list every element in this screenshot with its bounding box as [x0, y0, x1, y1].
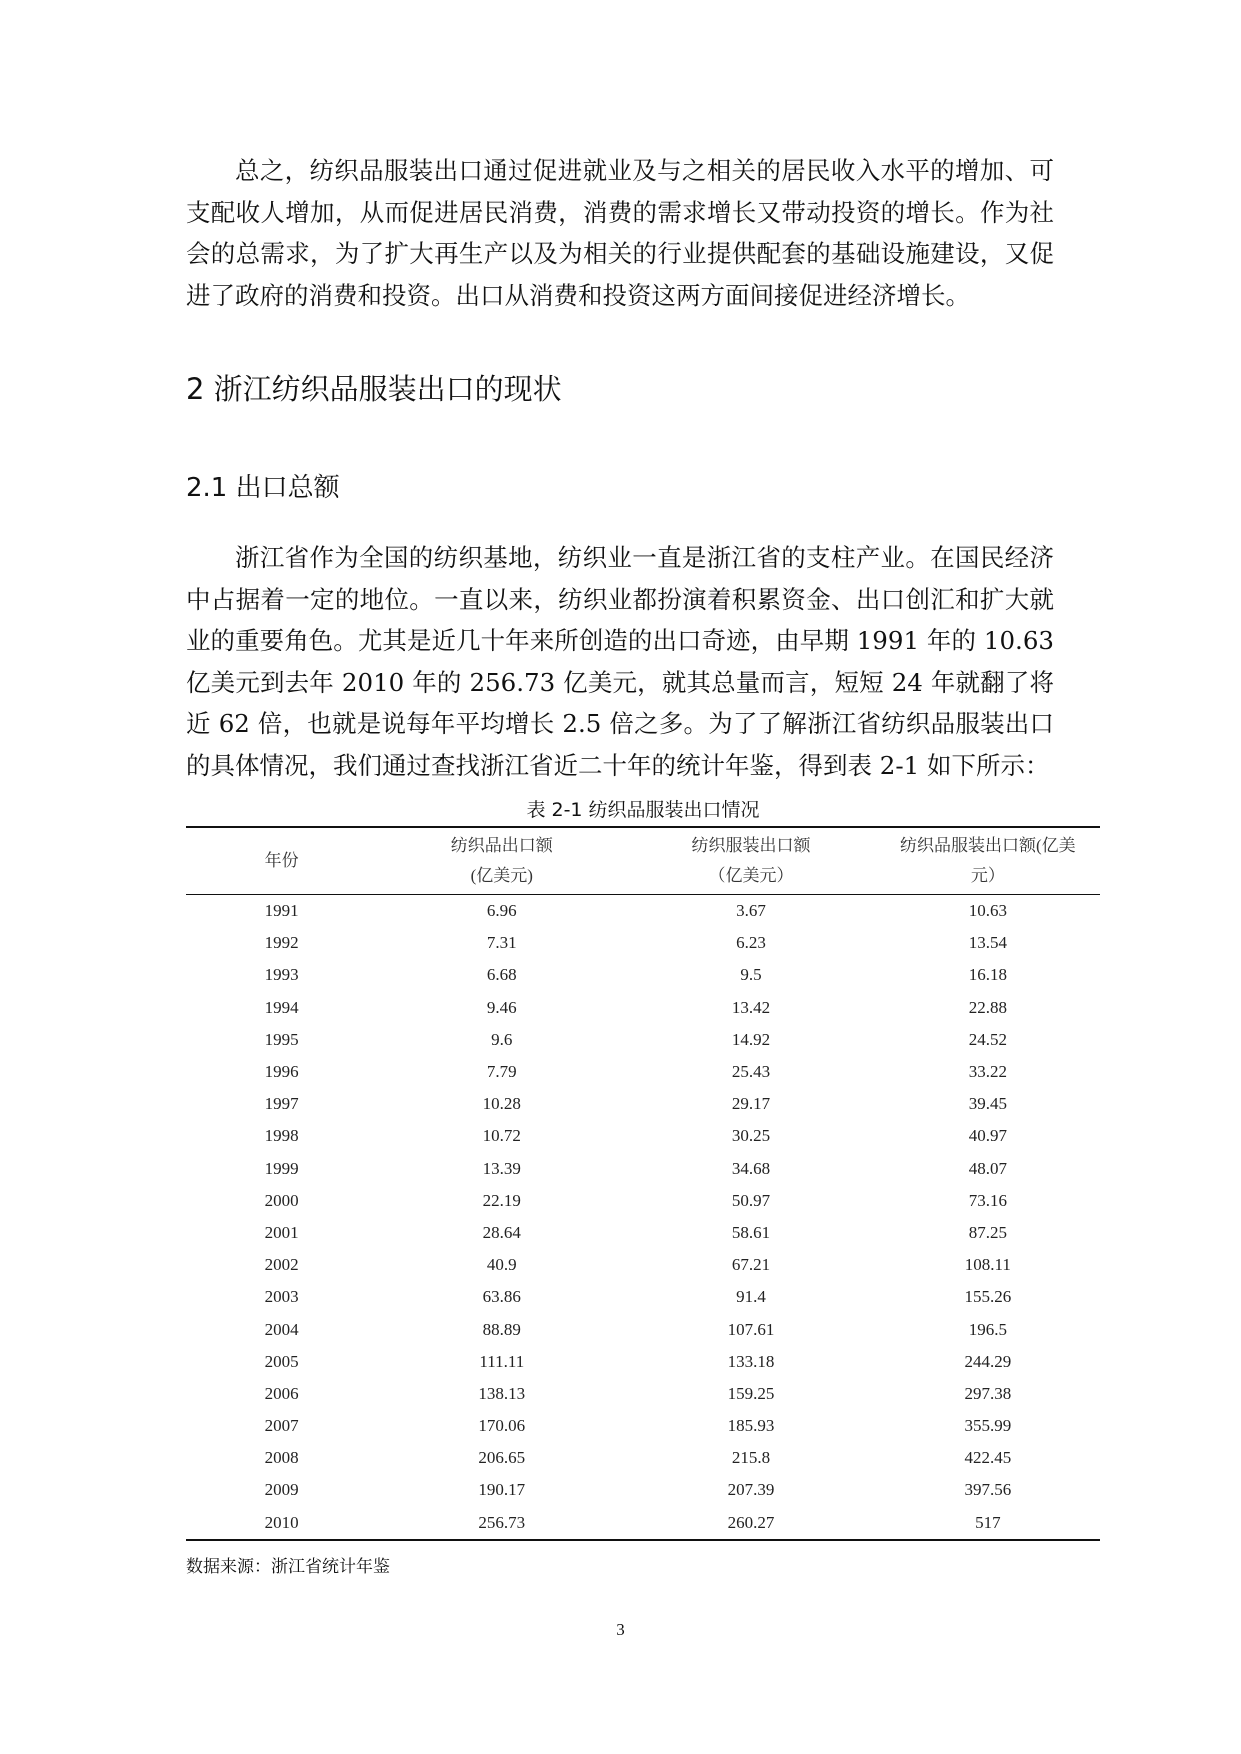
cell-apparel: 58.61	[731, 1222, 771, 1242]
cell-total: 39.45	[968, 1094, 1007, 1114]
header-year	[186, 827, 377, 895]
cell-apparel: 215.8	[731, 1448, 771, 1468]
cell-total: 33.22	[968, 1062, 1007, 1082]
body-paragraph-summary: 总之，纺织品服装出口通过促进就业及与之相关的居民收入水平的增加、可支配收人增加，从而促进居民消费，消费的需求增长又带动投资的增长。作为社会的总需求，为了扩大再生产以及为相关的行业提供配套的基础设施建设，又促进了政府的消费和投资。出口从消费和投资这两方面间接促进经济增长。	[186, 156, 1054, 310]
header-textile	[377, 827, 626, 895]
cell-apparel: 6.23	[736, 933, 766, 953]
cell-total: 108.11	[964, 1255, 1011, 1275]
header-year-label: 年份	[264, 851, 299, 870]
cell-year: 1999	[264, 1158, 299, 1178]
cell-total: 16.18	[968, 965, 1007, 985]
section-heading: 2 浙江纺织品服装出口的现状	[186, 372, 562, 406]
cell-apparel: 50.97	[731, 1190, 771, 1210]
cell-total: 22.88	[968, 997, 1007, 1017]
subsection-heading: 2.1 出口总额	[186, 473, 340, 503]
cell-apparel: 91.4	[736, 1287, 766, 1307]
cell-total: 355.99	[964, 1416, 1012, 1436]
table-row	[186, 1217, 1100, 1249]
table-source-note: 数据来源：浙江省统计年鉴	[186, 1557, 390, 1577]
cell-total: 155.26	[964, 1287, 1012, 1307]
header-total-line1: 纺织品服装出口额(亿美	[899, 836, 1076, 855]
table-row	[186, 927, 1100, 959]
cell-apparel: 9.5	[740, 965, 762, 985]
cell-total: 517	[975, 1512, 1001, 1532]
cell-textile: 7.31	[486, 933, 517, 953]
table-row	[186, 1474, 1100, 1506]
body-paragraph-export-overview: 浙江省作为全国的纺织基地，纺织业一直是浙江省的支柱产业。在国民经济中占据着一定的地位。一直以来，纺织业都扮演着积累资金、出口创汇和扩大就业的重要角色。尤其是近几十年来所创造的出口奇迹，由早期 1991 年的 10.63 亿美元到去年 2010 年的 256.73 亿美元，就其总量而言，短短 24 年就翻了将近 62 倍，也就是说每年平均增长 2.5 倍之多。为了了解浙江省纺织品服装出口的具体情况，我们通过查找浙江省近二十年的统计年鉴，得到表 2-1 如下所示：	[186, 543, 1054, 780]
cell-apparel: 133.18	[727, 1351, 775, 1371]
table-row	[186, 1507, 1100, 1540]
cell-total: 73.16	[968, 1190, 1007, 1210]
cell-year: 2005	[264, 1351, 299, 1371]
export-table	[186, 826, 1100, 1541]
header-total	[876, 827, 1100, 895]
cell-apparel: 14.92	[731, 1029, 771, 1049]
table-row	[186, 1313, 1100, 1345]
cell-total: 24.52	[968, 1029, 1007, 1049]
cell-total: 40.97	[968, 1126, 1007, 1146]
cell-textile: 9.6	[491, 1029, 513, 1049]
cell-year: 2001	[264, 1222, 299, 1242]
cell-total: 48.07	[968, 1158, 1007, 1178]
cell-textile: 190.17	[478, 1480, 526, 1500]
cell-year: 1995	[264, 1029, 299, 1049]
cell-apparel: 67.21	[731, 1255, 771, 1275]
cell-textile: 40.9	[486, 1255, 517, 1275]
header-apparel-line2: （亿美元）	[708, 866, 794, 885]
cell-apparel: 29.17	[731, 1094, 771, 1114]
cell-total: 397.56	[964, 1480, 1012, 1500]
cell-total: 196.5	[968, 1319, 1007, 1339]
cell-apparel: 25.43	[731, 1062, 771, 1082]
cell-textile: 63.86	[482, 1287, 521, 1307]
cell-year: 2007	[264, 1416, 299, 1436]
table-row	[186, 1024, 1100, 1056]
table-row	[186, 1281, 1100, 1313]
table-row	[186, 1185, 1100, 1217]
table-row	[186, 959, 1100, 991]
cell-year: 1992	[264, 933, 299, 953]
cell-textile: 22.19	[482, 1190, 521, 1210]
cell-year: 2008	[264, 1448, 299, 1468]
table-header-row	[186, 827, 1100, 895]
cell-apparel: 207.39	[727, 1480, 775, 1500]
table-body	[186, 895, 1100, 1540]
table-row	[186, 1153, 1100, 1185]
header-total-line2: 元）	[970, 866, 1005, 885]
cell-year: 2002	[264, 1255, 299, 1275]
cell-textile: 10.72	[482, 1126, 521, 1146]
cell-total: 244.29	[964, 1351, 1012, 1371]
cell-total: 13.54	[968, 933, 1007, 953]
cell-textile: 28.64	[482, 1222, 521, 1242]
table-row	[186, 1442, 1100, 1474]
cell-textile: 7.79	[486, 1062, 517, 1082]
table-caption: 表 2-1 纺织品服装出口情况	[526, 799, 760, 821]
cell-textile: 170.06	[478, 1416, 526, 1436]
cell-total: 10.63	[968, 901, 1007, 921]
cell-apparel: 159.25	[727, 1383, 775, 1403]
table-row	[186, 1378, 1100, 1410]
table-row	[186, 1120, 1100, 1152]
cell-year: 2006	[264, 1383, 299, 1403]
cell-apparel: 34.68	[731, 1158, 771, 1178]
header-apparel	[626, 827, 875, 895]
cell-total: 297.38	[964, 1383, 1012, 1403]
cell-year: 1993	[264, 965, 299, 985]
cell-apparel: 260.27	[727, 1512, 775, 1532]
table-row	[186, 1249, 1100, 1281]
cell-textile: 88.89	[482, 1319, 521, 1339]
header-textile-line1: 纺织品出口额	[450, 836, 553, 855]
cell-textile: 138.13	[478, 1383, 526, 1403]
cell-year: 1991	[264, 901, 299, 921]
cell-apparel: 13.42	[731, 997, 771, 1017]
cell-textile: 6.68	[486, 965, 517, 985]
table-row	[186, 1346, 1100, 1378]
cell-year: 2004	[264, 1319, 299, 1339]
export-table-container	[186, 826, 1100, 1541]
cell-year: 1997	[264, 1094, 299, 1114]
cell-textile: 10.28	[482, 1094, 521, 1114]
cell-year: 2010	[264, 1512, 299, 1532]
cell-year: 2003	[264, 1287, 299, 1307]
cell-textile: 256.73	[478, 1512, 526, 1532]
cell-year: 1996	[264, 1062, 299, 1082]
cell-total: 422.45	[964, 1448, 1012, 1468]
cell-apparel: 3.67	[736, 901, 766, 921]
table-row	[186, 992, 1100, 1024]
cell-textile: 111.11	[479, 1351, 525, 1371]
header-textile-line2: (亿美元)	[470, 866, 533, 885]
cell-apparel: 185.93	[727, 1416, 775, 1436]
page-number: 3	[616, 1620, 625, 1639]
cell-textile: 6.96	[486, 901, 517, 921]
cell-textile: 206.65	[478, 1448, 526, 1468]
cell-year: 2000	[264, 1190, 299, 1210]
cell-textile: 13.39	[482, 1158, 521, 1178]
cell-total: 87.25	[968, 1222, 1007, 1242]
header-apparel-line1: 纺织服装出口额	[691, 836, 811, 855]
table-row	[186, 1056, 1100, 1088]
table-row	[186, 1088, 1100, 1120]
table-row	[186, 895, 1100, 928]
table-row	[186, 1410, 1100, 1442]
cell-year: 1998	[264, 1126, 299, 1146]
cell-year: 2009	[264, 1480, 299, 1500]
cell-apparel: 30.25	[731, 1126, 771, 1146]
cell-apparel: 107.61	[727, 1319, 775, 1339]
cell-year: 1994	[264, 997, 299, 1017]
cell-textile: 9.46	[486, 997, 517, 1017]
